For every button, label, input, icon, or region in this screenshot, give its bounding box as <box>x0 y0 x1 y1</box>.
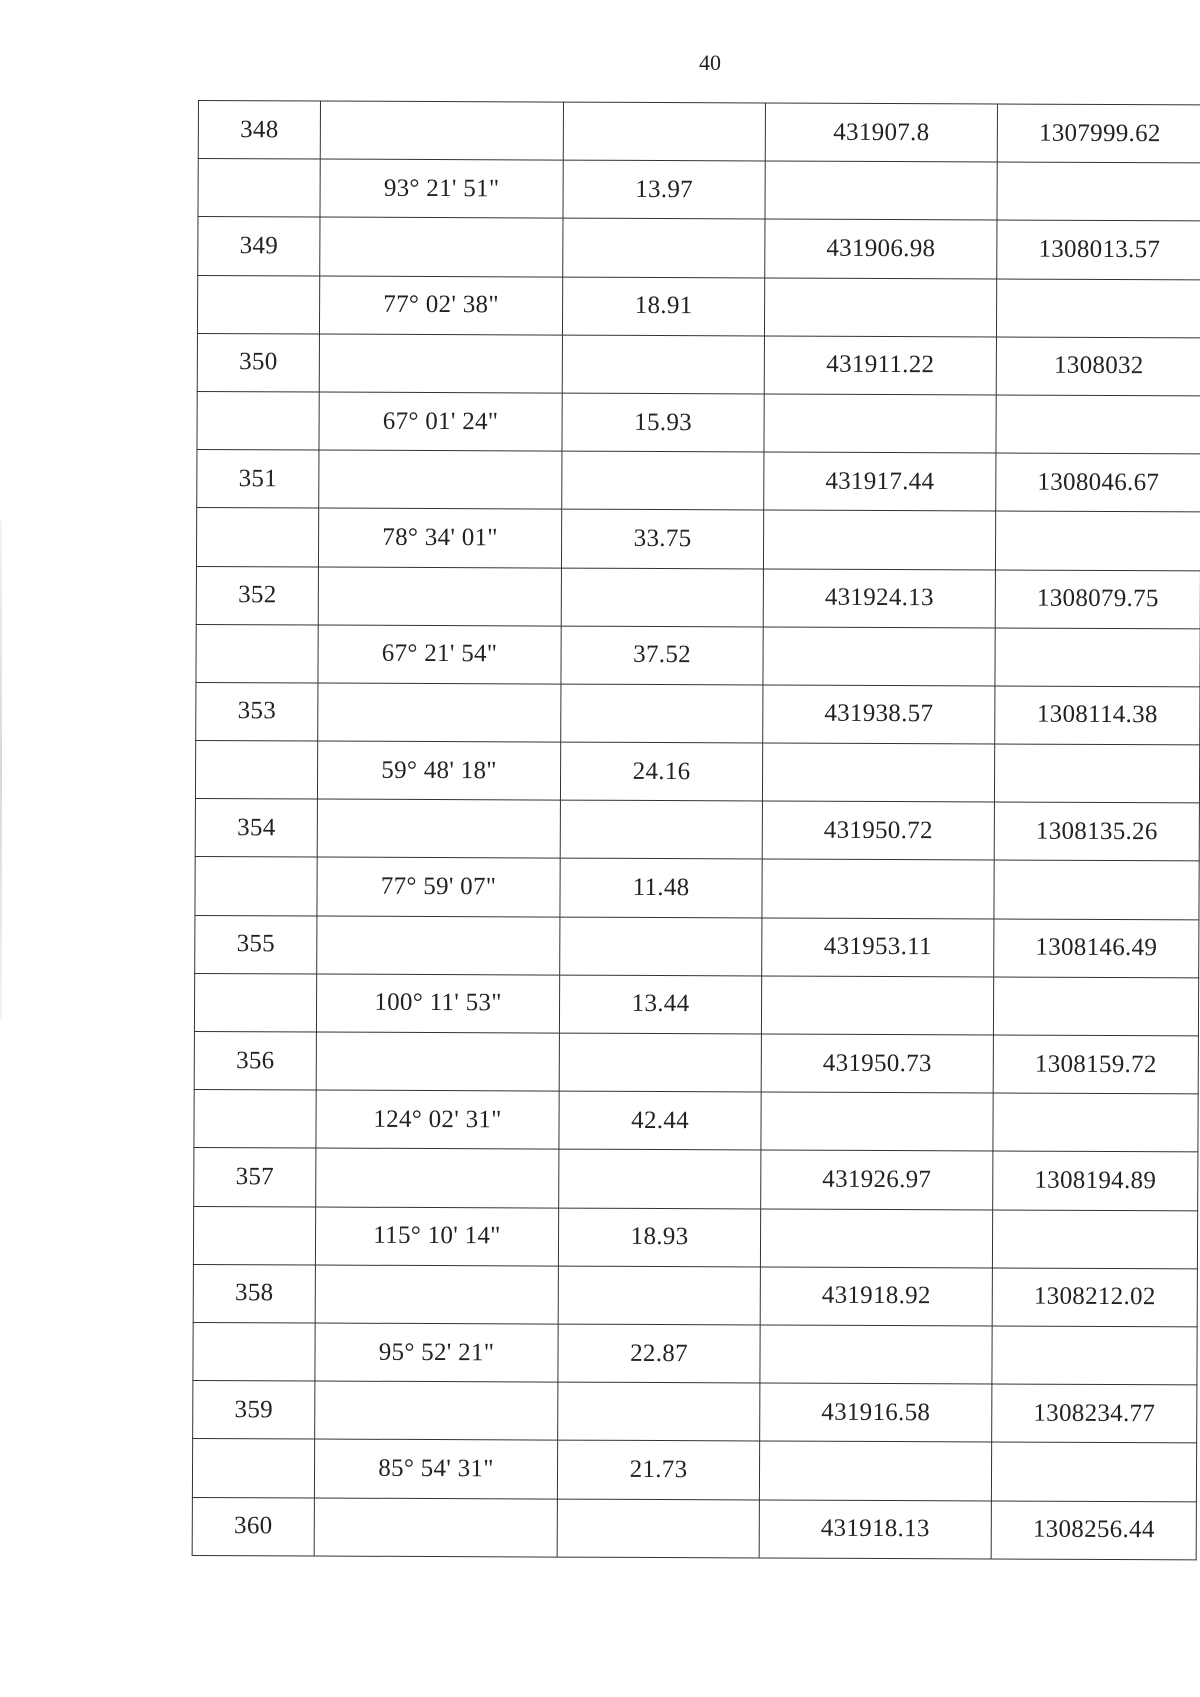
distance-cell <box>562 335 764 394</box>
y-coordinate-cell <box>996 279 1200 338</box>
segment-row <box>197 391 1200 454</box>
y-coordinate-cell: 1308159.72 <box>993 1035 1198 1094</box>
y-coordinate-cell <box>994 744 1199 803</box>
point-id-cell <box>194 973 316 1032</box>
y-coordinate-cell: 1308256.44 <box>991 1500 1196 1559</box>
x-coordinate-cell: 431950.73 <box>761 1034 993 1093</box>
point-id-cell: 358 <box>193 1264 315 1323</box>
point-row <box>193 1264 1197 1327</box>
angle-cell <box>317 799 560 858</box>
point-row <box>195 915 1199 978</box>
point-id-cell <box>196 624 318 683</box>
point-id-cell: 356 <box>194 1031 316 1090</box>
distance-cell <box>563 218 765 277</box>
x-coordinate-cell <box>759 1441 991 1500</box>
point-id-cell: 360 <box>192 1497 314 1556</box>
y-coordinate-cell: 1308234.77 <box>992 1384 1197 1443</box>
y-coordinate-cell <box>995 511 1200 570</box>
y-coordinate-cell <box>997 162 1200 221</box>
segment-row <box>192 1439 1196 1502</box>
segment-row <box>195 857 1199 920</box>
distance-cell <box>558 1266 760 1325</box>
angle-cell: 67° 01' 24" <box>319 392 562 451</box>
segment-row <box>195 741 1199 804</box>
distance-cell <box>562 451 764 510</box>
angle-cell <box>317 916 560 975</box>
distance-cell: 18.91 <box>562 277 764 336</box>
y-coordinate-cell: 1308032 <box>996 337 1200 396</box>
angle-cell: 77° 59' 07" <box>317 857 560 916</box>
y-coordinate-cell: 1308194.89 <box>993 1151 1198 1210</box>
angle-cell: 78° 34' 01" <box>318 508 561 567</box>
angle-cell <box>315 1265 558 1324</box>
angle-cell: 100° 11' 53" <box>316 974 559 1033</box>
x-coordinate-cell <box>760 1209 992 1268</box>
segment-row <box>194 973 1198 1036</box>
point-id-cell: 359 <box>193 1381 315 1440</box>
distance-cell <box>558 1382 760 1441</box>
point-id-cell: 353 <box>196 682 318 741</box>
y-coordinate-cell <box>993 1093 1198 1152</box>
angle-cell <box>316 1148 559 1207</box>
point-id-cell: 351 <box>197 450 319 509</box>
distance-cell <box>557 1499 759 1558</box>
distance-cell: 11.48 <box>560 859 762 918</box>
angle-cell <box>316 1032 559 1091</box>
angle-cell <box>320 101 563 160</box>
x-coordinate-cell: 431918.13 <box>759 1499 991 1558</box>
x-coordinate-cell <box>764 394 996 453</box>
y-coordinate-cell: 1307999.62 <box>997 104 1200 163</box>
point-id-cell <box>194 1090 316 1149</box>
point-id-cell <box>197 275 319 334</box>
angle-cell: 95° 52' 21" <box>315 1323 558 1382</box>
distance-cell: 13.44 <box>559 975 761 1034</box>
y-coordinate-cell: 1308212.02 <box>992 1268 1197 1327</box>
x-coordinate-cell <box>764 278 996 337</box>
point-id-cell <box>193 1322 315 1381</box>
distance-cell: 13.97 <box>563 160 765 219</box>
x-coordinate-cell <box>760 1325 992 1384</box>
point-id-cell: 348 <box>198 101 320 160</box>
point-row <box>192 1497 1196 1560</box>
point-id-cell <box>198 159 320 218</box>
coordinate-table-body <box>192 101 1200 1560</box>
distance-cell: 18.93 <box>558 1208 760 1267</box>
point-id-cell: 350 <box>197 333 319 392</box>
segment-row <box>196 508 1200 571</box>
angle-cell <box>315 1381 558 1440</box>
x-coordinate-cell: 431926.97 <box>761 1150 993 1209</box>
x-coordinate-cell: 431911.22 <box>764 336 996 395</box>
y-coordinate-cell <box>992 1210 1197 1269</box>
point-id-cell: 357 <box>194 1148 316 1207</box>
point-id-cell: 354 <box>195 799 317 858</box>
distance-cell: 22.87 <box>558 1324 760 1383</box>
x-coordinate-cell <box>765 161 997 220</box>
distance-cell <box>559 1149 761 1208</box>
distance-cell: 33.75 <box>561 509 763 568</box>
segment-row <box>197 275 1200 338</box>
point-id-cell <box>192 1439 314 1498</box>
distance-cell <box>559 1033 761 1092</box>
x-coordinate-cell: 431917.44 <box>764 452 996 511</box>
x-coordinate-cell <box>763 627 995 686</box>
point-row <box>197 333 1200 396</box>
point-row <box>193 1381 1197 1444</box>
angle-cell <box>319 334 562 393</box>
distance-cell: 24.16 <box>560 742 762 801</box>
y-coordinate-cell: 1308135.26 <box>994 802 1199 861</box>
distance-cell <box>560 800 762 859</box>
y-coordinate-cell: 1308079.75 <box>995 569 1200 628</box>
distance-cell: 21.73 <box>557 1440 759 1499</box>
distance-cell: 37.52 <box>561 626 763 685</box>
x-coordinate-cell <box>761 1092 993 1151</box>
segment-row <box>194 1090 1198 1153</box>
segment-row <box>193 1322 1197 1385</box>
point-row <box>196 682 1200 745</box>
y-coordinate-cell: 1308046.67 <box>996 453 1200 512</box>
point-id-cell <box>195 857 317 916</box>
y-coordinate-cell <box>994 860 1199 919</box>
point-row <box>198 101 1200 164</box>
segment-row <box>193 1206 1197 1269</box>
point-row <box>197 450 1200 513</box>
point-id-cell: 355 <box>195 915 317 974</box>
x-coordinate-cell <box>763 510 995 569</box>
point-id-cell <box>197 391 319 450</box>
x-coordinate-cell: 431906.98 <box>765 219 997 278</box>
scan-edge-shadow <box>0 520 2 1020</box>
angle-cell: 124° 02' 31" <box>316 1090 559 1149</box>
point-id-cell <box>193 1206 315 1265</box>
y-coordinate-cell: 1308013.57 <box>997 220 1200 279</box>
angle-cell <box>320 217 563 276</box>
x-coordinate-cell: 431918.92 <box>760 1267 992 1326</box>
distance-cell: 42.44 <box>559 1091 761 1150</box>
angle-cell: 93° 21' 51" <box>320 159 563 218</box>
distance-cell: 15.93 <box>562 393 764 452</box>
point-id-cell: 349 <box>198 217 320 276</box>
point-row <box>196 566 1200 629</box>
angle-cell <box>314 1498 557 1557</box>
x-coordinate-cell: 431916.58 <box>760 1383 992 1442</box>
point-id-cell: 352 <box>196 566 318 625</box>
point-id-cell <box>196 508 318 567</box>
point-id-cell <box>195 741 317 800</box>
angle-cell <box>319 450 562 509</box>
x-coordinate-cell: 431907.8 <box>765 103 997 162</box>
page-number: 40 <box>699 50 721 75</box>
y-coordinate-cell <box>995 628 1200 687</box>
angle-cell: 115° 10' 14" <box>315 1207 558 1266</box>
distance-cell <box>563 102 765 161</box>
segment-row <box>198 159 1200 222</box>
x-coordinate-cell: 431953.11 <box>762 918 994 977</box>
angle-cell <box>318 567 561 626</box>
y-coordinate-cell: 1308114.38 <box>995 686 1200 745</box>
angle-cell: 77° 02' 38" <box>319 276 562 335</box>
y-coordinate-cell <box>991 1442 1196 1501</box>
coordinate-table <box>192 100 1200 1560</box>
x-coordinate-cell: 431938.57 <box>763 685 995 744</box>
point-row <box>194 1148 1198 1211</box>
y-coordinate-cell <box>992 1326 1197 1385</box>
point-row <box>194 1031 1198 1094</box>
x-coordinate-cell: 431924.13 <box>763 568 995 627</box>
y-coordinate-cell <box>993 977 1198 1036</box>
y-coordinate-cell <box>996 395 1200 454</box>
x-coordinate-cell: 431950.72 <box>762 801 994 860</box>
point-row <box>198 217 1200 280</box>
angle-cell: 67° 21' 54" <box>318 625 561 684</box>
x-coordinate-cell <box>762 859 994 918</box>
y-coordinate-cell: 1308146.49 <box>994 919 1199 978</box>
x-coordinate-cell <box>762 743 994 802</box>
angle-cell: 59° 48' 18" <box>317 741 560 800</box>
angle-cell: 85° 54' 31" <box>314 1439 557 1498</box>
distance-cell <box>561 684 763 743</box>
distance-cell <box>561 568 763 627</box>
point-row <box>195 799 1199 862</box>
distance-cell <box>560 917 762 976</box>
segment-row <box>196 624 1200 687</box>
coordinate-table-wrapper <box>192 100 1200 1560</box>
angle-cell <box>318 683 561 742</box>
x-coordinate-cell <box>761 976 993 1035</box>
